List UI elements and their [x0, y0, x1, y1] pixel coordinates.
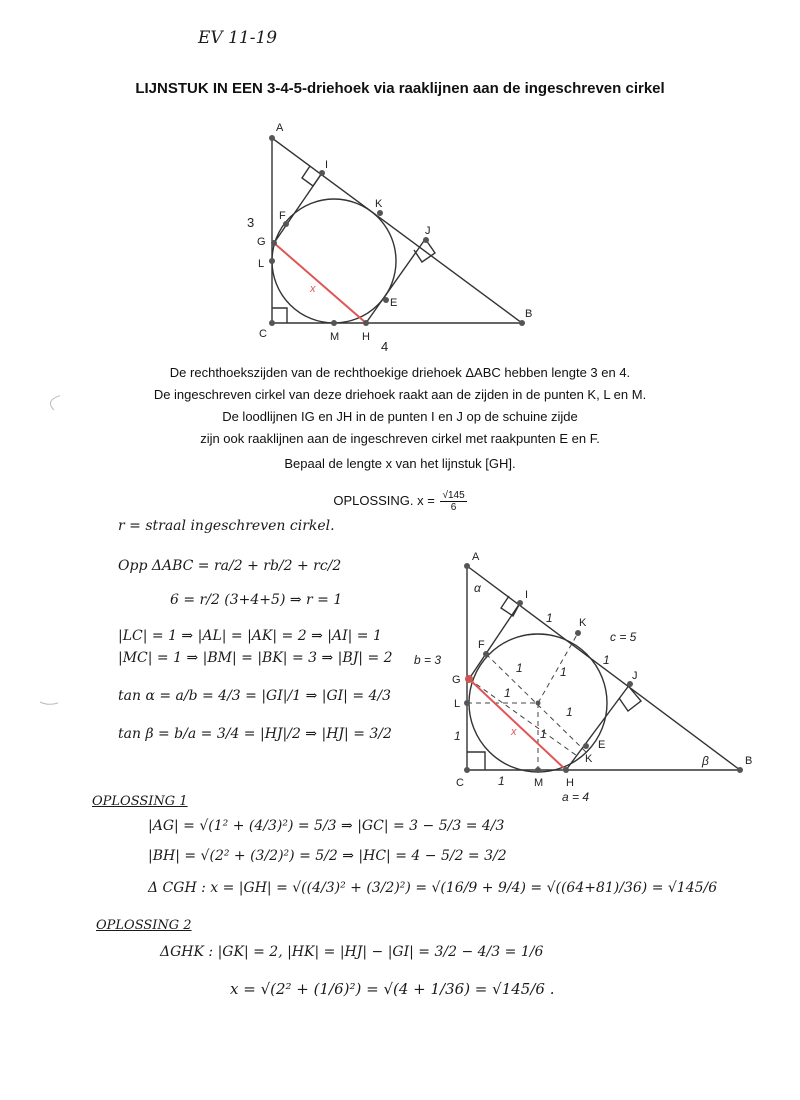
dashed-line-gk: [469, 679, 580, 758]
label-c-2: C: [456, 777, 464, 789]
hw-tan-alpha: tan α = a/b = 4/3 = |GI|/1 ⇒ |GI| = 4/3: [118, 688, 392, 704]
label-m: M: [330, 331, 340, 343]
one-kj: 1: [603, 653, 610, 667]
hw-solution-2-line-2: x = √(2² + (1/6)²) = √(4 + 1/36) = √145/6 .: [230, 980, 555, 998]
hw-area-result: 6 = r/2 (3+4+5) ⇒ r = 1: [170, 592, 343, 608]
label-b: B: [525, 308, 533, 320]
perpendicular-ig-2: [469, 603, 520, 679]
segment-gh-2: [469, 679, 566, 770]
document-code: EV 11-19: [198, 28, 278, 48]
scan-mark-2: [40, 702, 58, 704]
problem-line: De loodlijnen IG en JH in de punten I en J op de schuine zijde: [222, 409, 578, 424]
label-g-2: G: [452, 674, 461, 686]
scan-marks: [0, 0, 60, 720]
hw-tan-beta: tan β = b/a = 3/4 = |HJ|/2 ⇒ |HJ| = 3/2: [118, 726, 392, 742]
perpendicular-jh-2: [566, 684, 630, 770]
hw-solution-1-line-1: |AG| = √(1² + (4/3)²) = 5/3 ⇒ |GC| = 3 − 5/3 = 4/3: [148, 818, 505, 834]
page-title: LIJNSTUK IN EEN 3-4-5-driehoek via raaklijnen aan de ingeschreven cirkel: [135, 80, 665, 97]
label-l-2: L: [454, 698, 461, 710]
label-f: F: [279, 210, 286, 222]
one-cm: 1: [498, 774, 505, 788]
one-ik: 1: [546, 611, 553, 625]
label-x-2: x: [511, 726, 517, 738]
label-beta: β: [702, 754, 709, 768]
problem-line: zijn ook raaklijnen aan de ingeschreven cirkel met raakpunten E en F.: [200, 431, 600, 446]
label-l: L: [258, 258, 265, 270]
label-m-2: M: [534, 777, 544, 789]
label-k-2: K: [579, 617, 587, 629]
hw-solution-2-title: OPLOSSING 2: [96, 918, 192, 933]
solution-numerator: √145: [442, 490, 465, 501]
label-g: G: [257, 236, 266, 248]
label-b3: b = 3: [414, 653, 442, 667]
point-b-2: [737, 767, 743, 773]
point-f-2: [483, 651, 489, 657]
one-inner-5: 1: [540, 727, 547, 741]
point-a-2: [464, 563, 470, 569]
point-c-2: [464, 767, 470, 773]
label-a4: a = 4: [562, 790, 590, 804]
one-inner-2: 1: [560, 665, 567, 679]
solution-prefix: OPLOSSING. x =: [333, 492, 435, 508]
point-m-2: [535, 767, 541, 773]
hw-solution-2-line-1: ΔGHK : |GK| = 2, |HK| = |HJ| − |GI| = 3/2 − 4/3 = 1/6: [160, 944, 544, 960]
label-a: A: [276, 122, 284, 134]
problem-line: De rechthoekszijden van de rechthoekige driehoek ΔABC hebben lengte 3 en 4.: [169, 365, 631, 380]
label-i: I: [325, 159, 329, 171]
incenter-2: [536, 701, 541, 706]
label-j-2: J: [632, 670, 638, 682]
label-k: K: [375, 198, 383, 210]
problem-line: De ingeschreven cirkel van deze driehoek raakt aan de zijden in de punten K, L en M.: [153, 387, 647, 402]
hw-solution-1-line-2: |BH| = √(2² + (3/2)²) = 5/2 ⇒ |HC| = 4 − 5/2 = 3/2: [148, 848, 507, 864]
right-angle-j-2: [619, 688, 641, 711]
label-a-2: A: [472, 551, 480, 563]
hw-mc-line: |MC| = 1 ⇒ |BM| = |BK| = 3 ⇒ |BJ| = 2: [118, 650, 393, 666]
question: Bepaal de lengte x van het lijnstuk [GH].: [284, 456, 516, 471]
label-b-2: B: [745, 755, 753, 767]
label-c5: c = 5: [610, 630, 637, 644]
label-c: C: [259, 328, 267, 340]
label-e: E: [390, 297, 398, 309]
label-h: H: [362, 331, 370, 343]
solution-denominator: 6: [450, 502, 457, 513]
point-e-2: [583, 743, 589, 749]
one-inner-1: 1: [516, 661, 523, 675]
side-3: 3: [247, 215, 255, 230]
point-i-2: [517, 600, 523, 606]
one-inner-4: 1: [566, 705, 573, 719]
one-lc: 1: [454, 729, 461, 743]
hw-lc-line: |LC| = 1 ⇒ |AL| = |AK| = 2 ⇒ |AI| = 1: [118, 628, 382, 644]
scan-mark-1: [50, 395, 60, 410]
label-i-2: I: [525, 589, 529, 601]
hw-radius-definition: r = straal ingeschreven cirkel.: [118, 518, 335, 534]
label-alpha: α: [474, 581, 481, 595]
label-f-2: F: [478, 639, 485, 651]
hw-area-formula: Opp ΔABC = ra/2 + rb/2 + rc/2: [118, 558, 342, 574]
label-x: x: [310, 283, 316, 295]
hw-solution-1-line-3: Δ CGH : x = |GH| = √((4/3)² + (3/2)²) = √(16/9 + 9/4) = √((64+81)/36) = √145/6: [148, 880, 718, 896]
one-inner-3: 1: [504, 686, 511, 700]
side-4: 4: [381, 339, 389, 354]
label-k-foot-2: K: [585, 753, 593, 765]
point-k-2: [575, 630, 581, 636]
label-j: J: [425, 225, 431, 237]
right-angle-c-2: [467, 752, 485, 770]
point-g-2: [465, 675, 473, 683]
hw-solution-1-title: OPLOSSING 1: [92, 794, 188, 809]
point-h-2: [563, 767, 569, 773]
label-h-2: H: [566, 777, 574, 789]
point-l-2: [464, 700, 470, 706]
label-e-2: E: [598, 739, 606, 751]
